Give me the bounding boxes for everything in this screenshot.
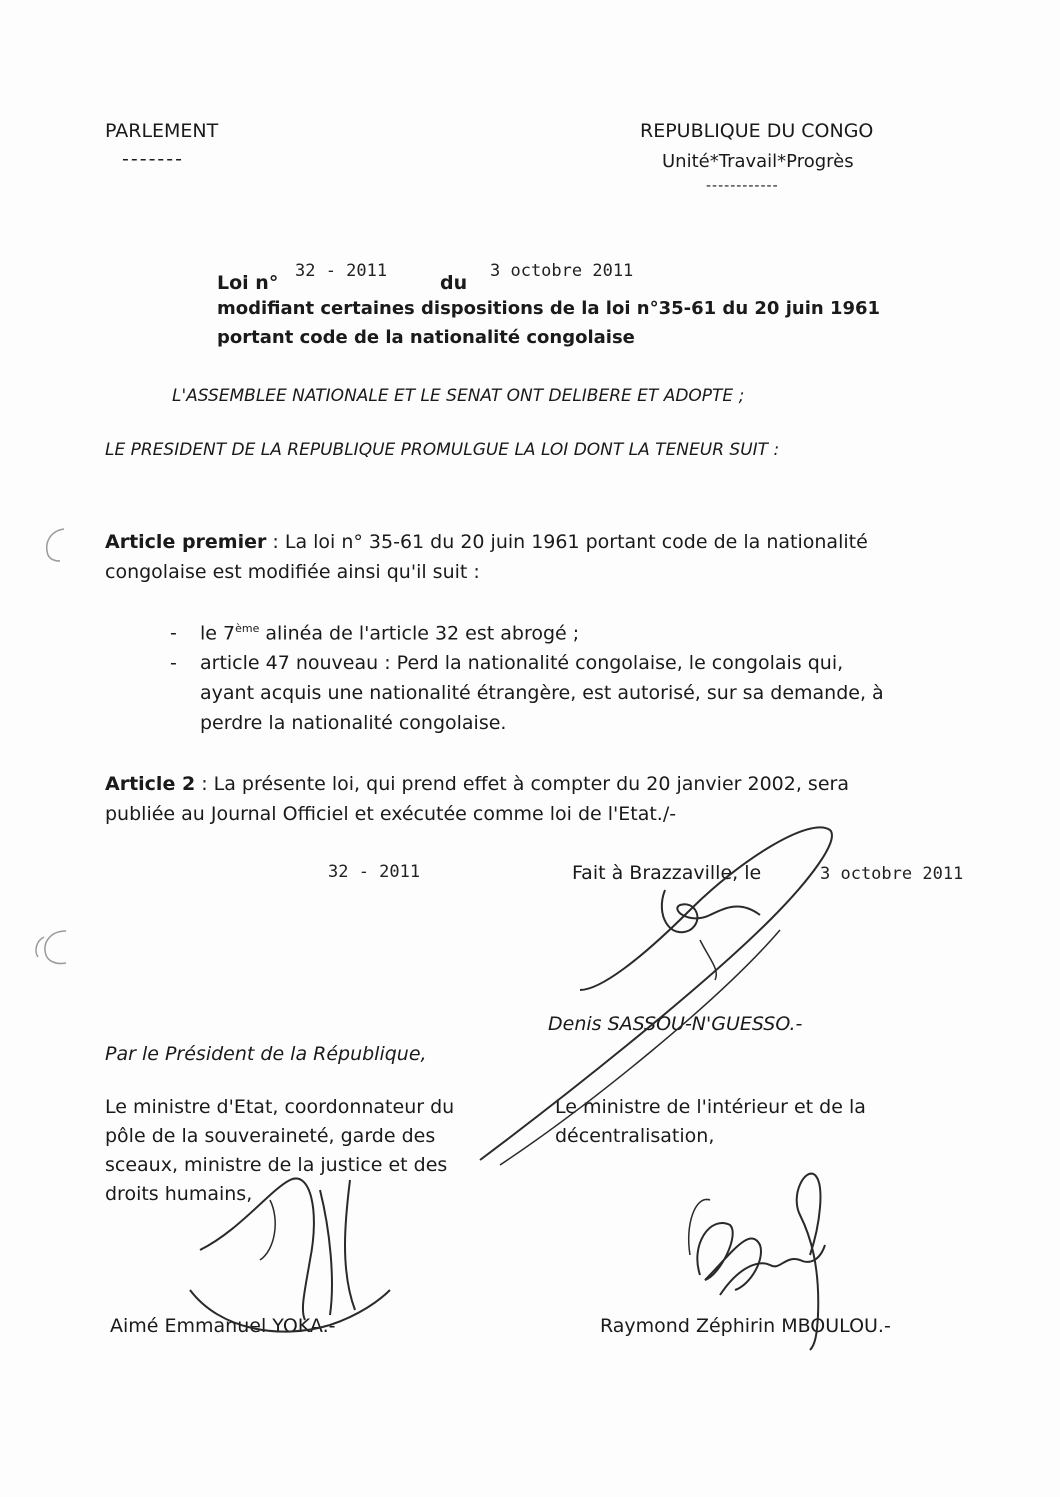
minister1-line3: sceaux, ministre de la justice et des <box>105 1154 448 1176</box>
signature-number: 32 - 2011 <box>328 862 421 882</box>
punch-hole-mark <box>40 525 70 565</box>
punch-hole-mark <box>26 925 76 970</box>
republic-rule: ------------ <box>706 178 779 194</box>
article1-line1 <box>105 531 868 553</box>
law-prefix: Loi n° <box>217 272 279 294</box>
bullet1-pre: le 7 <box>200 622 236 645</box>
president-signature <box>440 820 860 1190</box>
law-du: du <box>440 272 468 294</box>
law-number: 32 - 2011 <box>295 261 388 281</box>
bullet2-line3: perdre la nationalité congolaise. <box>200 712 507 734</box>
article1-text-line1: : La loi n° 35-61 du 20 juin 1961 portant code de la nationalité <box>266 531 868 553</box>
preamble-line1: L'ASSEMBLEE NATIONALE ET LE SENAT ONT DELIBERE ET ADOPTE ; <box>172 386 745 406</box>
law-subtitle-line2: portant code de la nationalité congolaise <box>217 327 635 348</box>
article2-text-line2: publiée au Journal Officiel et exécutée comme loi de l'Etat./- <box>105 803 677 825</box>
law-date: 3 octobre 2011 <box>490 261 634 281</box>
article2-line1 <box>105 773 849 795</box>
minister1-line1: Le ministre d'Etat, coordonnateur du <box>105 1096 455 1118</box>
minister1-signature <box>180 1150 400 1350</box>
minister2-signature <box>660 1165 860 1355</box>
article2-label: Article 2 <box>105 773 196 795</box>
president-name: Denis SASSOU-N'GUESSO.- <box>548 1013 803 1035</box>
preamble-line2: LE PRESIDENT DE LA REPUBLIQUE PROMULGUE LA LOI DONT LA TENEUR SUIT : <box>105 440 780 460</box>
republic-motto: Unité*Travail*Progrès <box>662 151 854 172</box>
article1-text-line2: congolaise est modifiée ainsi qu'il suit : <box>105 561 480 583</box>
bullet2-dash: - <box>170 652 177 674</box>
minister2-name: Raymond Zéphirin MBOULOU.- <box>600 1315 891 1337</box>
signature-place: Fait à Brazzaville, le <box>572 862 762 884</box>
parlement-title: PARLEMENT <box>105 120 219 142</box>
parlement-rule: ------- <box>122 148 184 170</box>
minister2-line1: Le ministre de l'intérieur et de la <box>555 1096 866 1118</box>
article2-text-line1: : La présente loi, qui prend effet à compter du 20 janvier 2002, sera <box>195 773 849 795</box>
article1-label: Article premier <box>105 531 267 553</box>
signature-date: 3 octobre 2011 <box>820 864 964 884</box>
bullet2-line2: ayant acquis une nationalité étrangère, est autorisé, sur sa demande, à <box>200 682 884 704</box>
bullet1-sup: ème <box>235 622 260 635</box>
minister1-name: Aimé Emmanuel YOKA.- <box>110 1315 336 1337</box>
law-subtitle-line1: modifiant certaines dispositions de la loi n°35-61 du 20 juin 1961 <box>217 298 881 319</box>
republic-title: REPUBLIQUE DU CONGO <box>640 120 874 142</box>
bullet1-dash: - <box>170 622 177 644</box>
bullet2-line1: article 47 nouveau : Perd la nationalité congolaise, le congolais qui, <box>200 652 844 674</box>
bullet1-post: alinéa de l'article 32 est abrogé ; <box>259 622 580 645</box>
par-le-president: Par le Président de la République, <box>105 1043 427 1065</box>
minister2-line2: décentralisation, <box>555 1125 715 1147</box>
minister1-line2: pôle de la souveraineté, garde des <box>105 1125 436 1147</box>
bullet1 <box>200 622 579 644</box>
minister1-line4: droits humains, <box>105 1183 253 1205</box>
